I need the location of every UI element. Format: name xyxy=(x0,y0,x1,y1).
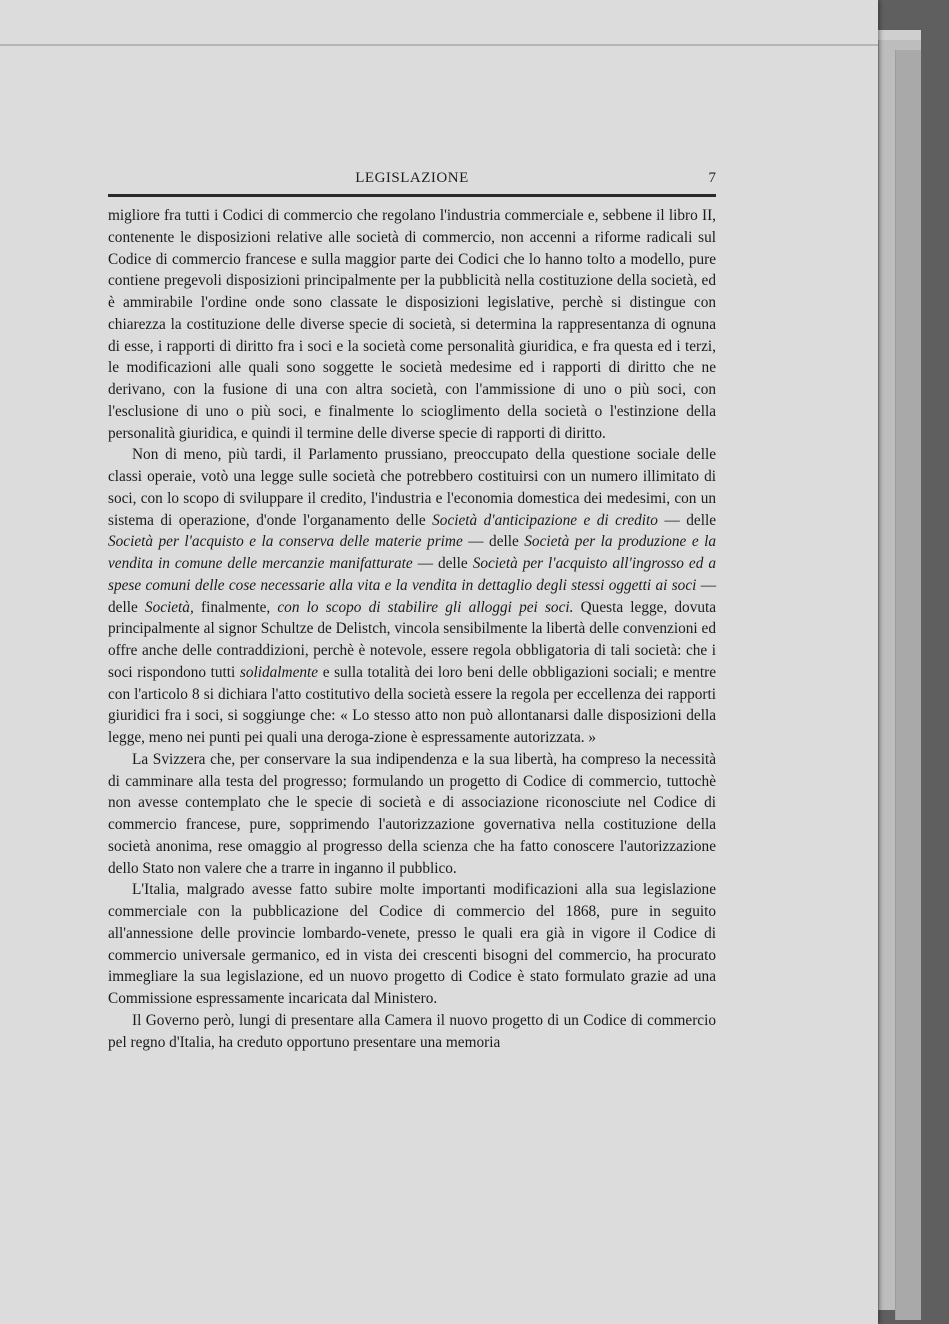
text-run: delle xyxy=(489,533,519,551)
text-run: — xyxy=(664,511,680,529)
italic-run: Società per l'acquisto all'ingrosso ed a spese comuni delle cose necessarie alla vita e la vendita in dettaglio degli stessi oggetti ai soci xyxy=(108,555,716,594)
page-top-edge xyxy=(0,44,878,46)
running-title: LEGISLAZIONE xyxy=(355,170,469,186)
text-run: Questa legge, dovuta principalmente al signor Schultze de Delistch, vincola sensibilmente la libertà delle convenzioni ed offre anche delle contraddizioni, perchè è notevole, essere regola obbligatoria di tali società: che i soci rispondono tutti xyxy=(108,598,717,681)
body-text xyxy=(108,205,716,1053)
text-run: Non di meno, più tardi, il Parlamento prussiano, preoccupato della questione sociale delle classi operaie, votò una legge sulle società che potrebbero costituirsi con un numero illimitato di soci, con lo scopo di sviluppare il credito, l'industria e l'economia domestica dei medesimi, con un sistema di operazione, d'onde l'organamento delle xyxy=(108,446,716,529)
header-rule xyxy=(108,194,716,197)
text-run: delle xyxy=(437,555,468,572)
text-run: e sulla totalità dei loro beni delle obbligazioni sociali; e mentre con l'articolo 8 si dichiara l'atto costitutivo della società essere la regola per eccellenza dei rapporti giuridici fra i soci, si soggiunge che: « Lo stesso atto non può allontanarsi dalle disposizioni della legge, meno nei punti pei quali una deroga-zione è espressamente autorizzata. » xyxy=(108,663,717,746)
paragraph: L'Italia, malgrado avesse fatto subire molte importanti modificazioni alla sua legislazione commerciale con la pubblicazione del Codice di commercio del 1868, pure in seguito all'annessione delle provincie lombardo-venete, presso le quali era già in vigore il Codice di commercio universale germanico, ed in vista dei crescenti bisogni del commercio, ha procurato immegliare la sua legislazione, ed un nuovo progetto di Codice è stato formulato grazie ad una Commissione espressamente incaricata dal Ministero. xyxy=(108,881,716,1007)
italic-run: Società per l'acquisto e la conserva delle materie prime xyxy=(108,533,463,551)
italic-run: Società per la produzione e la vendita in comune delle mercanzie manifatturate xyxy=(108,533,717,572)
running-head xyxy=(108,170,716,192)
text-run: — xyxy=(417,555,433,572)
italic-run: Società d'anticipazione e di credito xyxy=(432,511,658,529)
text-run: — xyxy=(700,576,716,594)
italic-run: con lo scopo di stabilire gli alloggi pei soci. xyxy=(277,598,574,616)
text-run: delle xyxy=(686,511,716,529)
paragraph: migliore fra tutti i Codici di commercio che regolano l'industria commerciale e, sebbene il libro II, contenente le disposizioni relative alle società di commercio, non accenni a riforme radicali sul Codice di commercio francese e sulla maggior parte dei Codici che lo hanno tolto a modello, pure contiene pregevoli disposizioni principalmente per la pubblicità nella costituzione della società, ed è ammirabile l'ordine onde sono classate le disposizioni legislative, perchè si distingue con chiarezza la costituzione delle diverse specie di società, si determina la rappresentanza di ognuna di esse, i rapporti di diritto fra i soci e la società come personalità giuridica, e fra questa ed i terzi, le modificazioni alle quali sono soggette le società medesime ed i rapporti di diritto che ne derivano, con la fusione di una con altra società, con l'ammissione di uno o più soci, con l'esclusione di uno o più soci, e finalmente lo scioglimento della società o l'estinzione della personalità giuridica, e quindi il termine delle diverse specie di rapporti di diritto. xyxy=(108,207,716,442)
italic-run: solidalmente xyxy=(239,663,319,681)
page-number: 7 xyxy=(708,170,716,186)
paragraph xyxy=(108,444,716,749)
italic-run: Società, xyxy=(144,598,194,616)
page-stack-edge xyxy=(895,50,921,1320)
text-run: delle xyxy=(108,598,138,616)
paragraph: La Svizzera che, per conservare la sua indipendenza e la sua libertà, ha compreso la necessità di camminare alla testa del progresso; formulando un progetto di Codice di commercio, tuttochè non avesse contemplato che le specie di società e di associazione riconosciute nel Codice di commercio francese, pure, sopprimendo l'autorizzazione governativa nella costituzione della società anonima, rese omaggio al progresso della scienza che ha fatto conoscere l'autorizzazione dello Stato non valere che a trarre in inganno il pubblico. xyxy=(108,750,716,877)
paragraph: Il Governo però, lungi di presentare alla Camera il nuovo progetto di un Codice di commercio pel regno d'Italia, ha creduto opportuno presentare una memoria xyxy=(108,1011,716,1051)
text-run: finalmente, xyxy=(200,598,271,616)
text-run: — xyxy=(468,533,484,551)
